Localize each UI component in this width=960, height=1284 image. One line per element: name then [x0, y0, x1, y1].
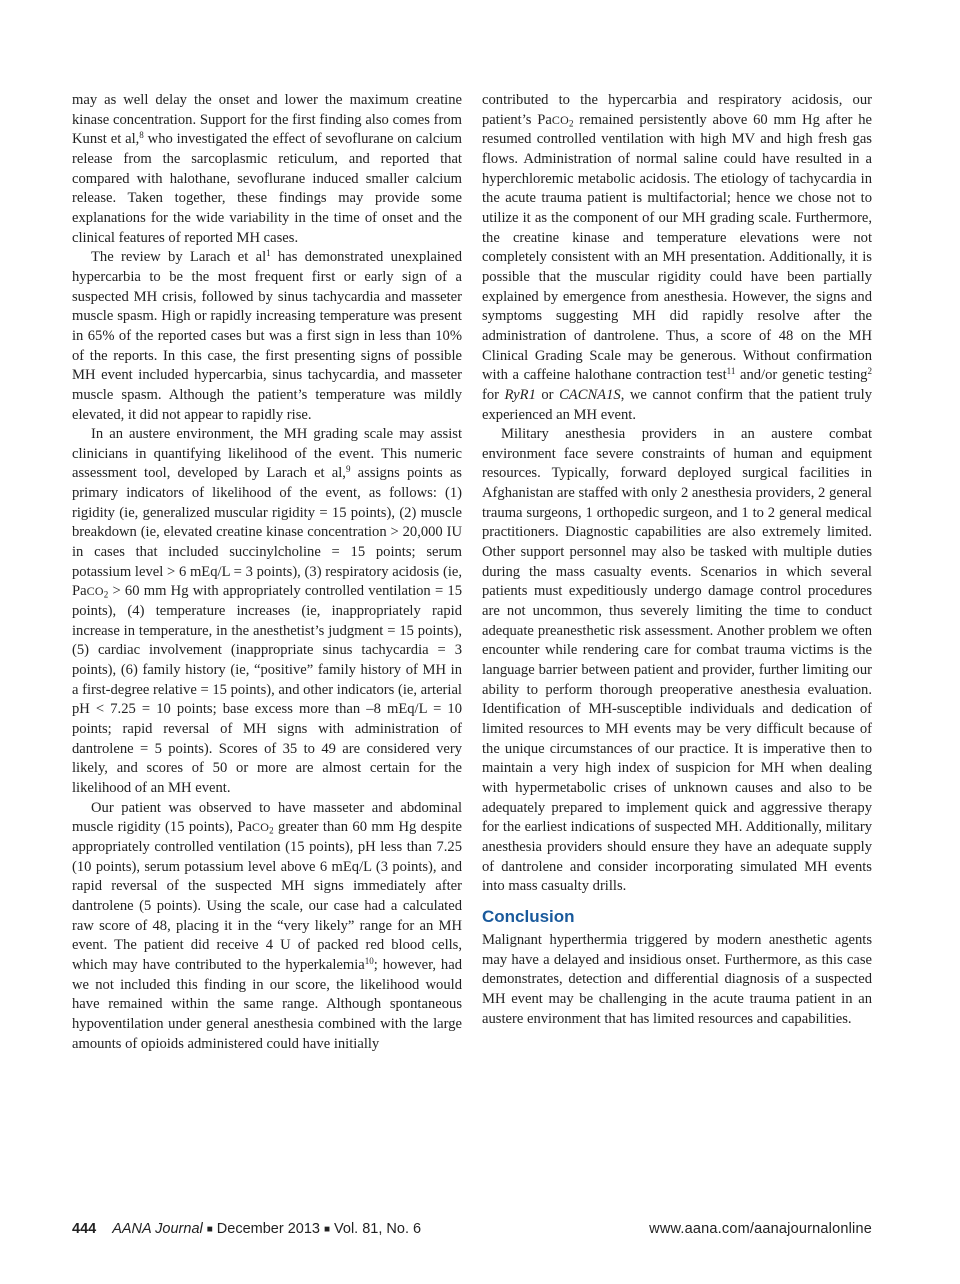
separator-icon: ■ — [206, 1224, 213, 1235]
journal-url[interactable]: www.aana.com/aanajournalonline — [649, 1221, 872, 1237]
page-number: 444 — [72, 1221, 97, 1237]
citation-ref: 2 — [867, 366, 872, 377]
right-column — [482, 91, 872, 1029]
volume-issue: Vol. 81, No. 6 — [334, 1221, 422, 1237]
paragraph: may as well delay the onset and lower the maximum creatine kinase concentration. Support for the first finding also comes from Kunst et al,$^8$ who investigated the effect of sevoflurane on calcium release from the sarcoplasmic reticulum, and reported that compared with halothane, sevoflurane induced smaller calcium release. Taken together, these findings may provide some explanations for the wide variability in the time of onset and the clinical features of reported MH cases. — [72, 92, 462, 246]
footer-citation — [72, 1221, 421, 1237]
page-footer — [72, 1221, 872, 1241]
citation-ref: 11 — [726, 366, 736, 377]
paragraph: contributed to the hypercarbia and respiratory acidosis, our patient’s PaCO$_2$ remained persistently above 60 mm Hg after he resumed controlled ventilation with high MV and high fresh gas flows. Administration of normal saline could have resulted in a hyperchloremic metabolic acidosis. The etiology of tachycardia in the acute trauma patient is multifactorial; hence we chose not to utilize it as the component of our MH grading scale. Furthermore, the creatine kinase and temperature elevations were not completely consistent with an MH presentation. Additionally, it is possible that the muscular rigidity could have been partially explained by emergence from anesthesia. However, the signs and symptoms suggesting MH did rapidly resolve after the administration of dantrolene. Thus, a score of 48 on the MH Clinical Grading Scale may be generous. Without confirmation with a caffeine halothane contraction test$^{11}$ and/or genetic testing$^2$ for RyR1 or CACNA1S, we cannot confirm that the patient truly experienced an MH event. — [482, 92, 872, 423]
citation-ref: 10 — [364, 955, 374, 966]
issue-date: December 2013 — [216, 1221, 320, 1237]
citation-ref: 9 — [345, 464, 351, 475]
paragraph: In an austere environment, the MH grading scale may assist clinicians in quantifying likelihood of the event. This numeric assessment tool, developed by Larach et al,$^9$ assigns points as primary indicators of likelihood of the event, as follows: (1) rigidity (ie, generalized muscular rigidity = 15 points), (2) muscle breakdown (ie, elevated creatine kinase concentration > 20,000 IU in cases that included succinylcholine = 15 points; serum potassium level > 6 mEq/L = 3 points), (3) respiratory acidosis (ie, PaCO$_2$ > 60 mm Hg with appropriately controlled ventilation = 15 points), (4) temperature increases (ie, inappropriately rapid increase in temperature, in the anesthetist’s judgment = 15 points), (5) cardiac involvement (inappropriate sinus tachycardia = 3 points), (6) family history (ie, “positive” family history of MH in a first-degree relative = 15 points), and other indicators (ie, arterial pH < 7.25 = 10 points; base excess more than –8 mEq/L = 10 points; rapid reversal of MH signs with administration of dantrolene = 5 points). Scores of 35 to 49 are considered very likely, and scores of 50 or more are almost certain for the likelihood of an MH event. — [72, 426, 462, 796]
section-heading: Conclusion — [482, 906, 575, 926]
citation-ref: 1 — [266, 248, 271, 259]
left-column — [72, 91, 462, 1054]
paragraph: Our patient was observed to have masseter and abdominal muscle rigidity (15 points), PaCO$_2$ greater than 60 mm Hg despite appropriately controlled ventilation (15 points), pH less than 7.25 (10 points), serum potassium level above 6 mEq/L (3 points), and rapid reversal of the suspected MH signs immediately after dantrolene (5 points). Using the scale, our case had a calculated raw score of 48, placing it in the “very likely” range for an MH event. The patient did receive 4 U of packed red blood cells, which may have contributed to the hyperkalemia$^{10}$; however, had we not included this finding in our score, the likelihood would have remained within the same range. Although spontaneous hypoventilation under general anesthesia combined with the large amounts of opioids administered could have initially — [72, 799, 462, 1052]
paragraph: The review by Larach et $al^1$ has demonstrated unexplained hypercarbia to be the most frequent first or early sign of a suspected MH crisis, followed by sinus tachycardia and masseter muscle spasm. High or rapidly increasing temperature was present in 65% of the reported cases but was a first sign in less than 10% of the reports. In this case, the first presenting signs of possible MH event included hypercarbia, sinus tachycardia, and masseter muscle spasm. Although the patient’s temperature was mildly elevated, it did not appear to rapidly rise. — [72, 248, 462, 423]
citation-ref: 8 — [139, 130, 144, 141]
separator-icon: ■ — [323, 1224, 331, 1235]
gene-name: RyR1 — [504, 386, 536, 403]
conclusion-paragraph: Malignant hyperthermia triggered by modern anesthetic agents may have a delayed and insidious onset. Furthermore, as this case demonstrates, detection and differential diagnosis of a suspected MH event may be challenging in the acute trauma patient in an austere environment that has limited resources and capabilities. — [482, 931, 872, 1027]
journal-name: AANA Journal — [112, 1221, 203, 1237]
paragraph: Military anesthesia providers in an austere combat environment face severe constraints of human and equipment resources. Typically, forward deployed surgical facilities in Afghanistan are staffed with only 2 anesthesia providers, 2 general trauma surgeons, 1 orthopedic surgeon, and 1 to 2 general medical practitioners. Diagnostic capabilities are also extremely limited. Other support personnel may also be tasked with multiple duties during the mass casualty events. Scenarios in which several patients must expeditiously undergo damage control procedures are not uncommon, thus severely limiting the time to conduct adequate preanesthetic risk assessment. Another problem we often encounter while rendering care for combat trauma victims is the language barrier between patient and provider, further limiting our ability to perform thorough preoperative anesthesia evaluation. Identification of MH-susceptible individuals and dedication of limited resources to MH events may be very difficult because of the unique circumstances of our practice. It is imperative then to maintain a very high index of suspicion for MH when dealing with hypermetabolic crises of unknown causes and also to be adequately prepared to implement quick and aggressive therapy for the earliest indications of suspected MH. Additionally, military anesthesia providers should ensure they have an adequate supply of dantrolene and consider incorporating simulated MH events into mass casualty drills. — [482, 426, 872, 895]
gene-name: CACNA1S — [559, 386, 621, 403]
